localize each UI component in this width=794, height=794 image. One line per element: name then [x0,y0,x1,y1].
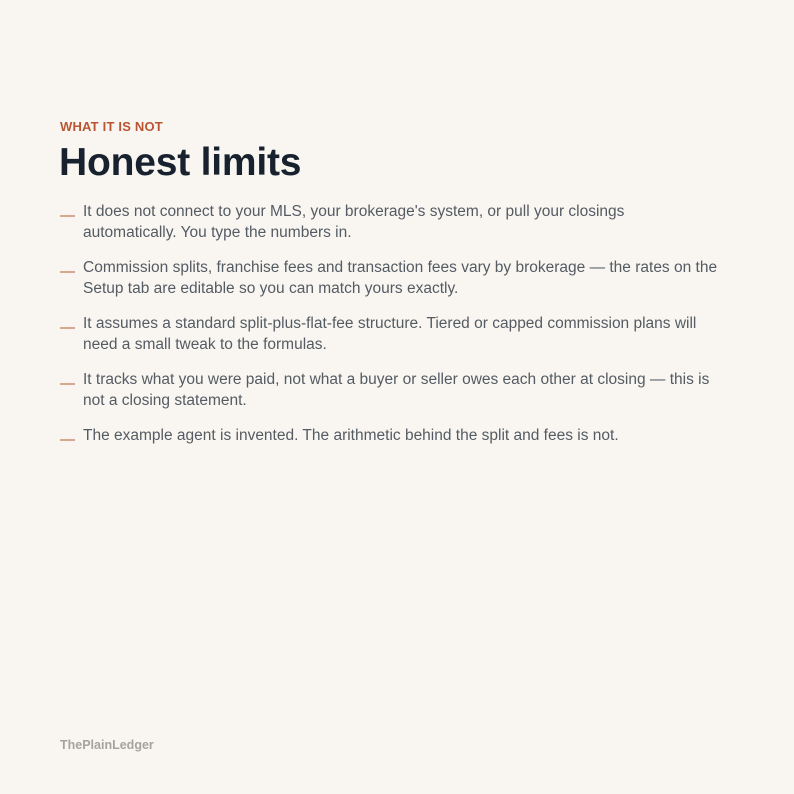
limit-text: It does not connect to your MLS, your brokerage's system, or pull your closings automatically. You type the numbers in. [83,203,625,241]
list-item [60,369,720,411]
limits-list [60,201,720,464]
brand-wordmark: ThePlainLedger [60,738,154,752]
limit-text: Commission splits, franchise fees and transaction fees vary by brokerage — the rates on the Setup tab are editable so you can match yours exactly. [83,259,718,297]
list-item [60,425,720,450]
dash-bullet-icon: — [60,431,75,448]
page-title: Honest limits [59,141,302,184]
section-eyebrow: WHAT IT IS NOT [60,119,163,134]
list-item [60,257,720,299]
list-item [60,201,720,243]
dash-bullet-icon: — [60,207,75,224]
list-item [60,313,720,355]
dash-bullet-icon: — [60,319,75,336]
limit-text: The example agent is invented. The arithmetic behind the split and fees is not. [83,427,619,444]
dash-bullet-icon: — [60,375,75,392]
dash-bullet-icon: — [60,263,75,280]
limit-text: It tracks what you were paid, not what a buyer or seller owes each other at closing — this is not a closing statement. [83,371,710,409]
limit-text: It assumes a standard split-plus-flat-fee structure. Tiered or capped commission plans will need a small tweak to the formulas. [83,315,697,353]
